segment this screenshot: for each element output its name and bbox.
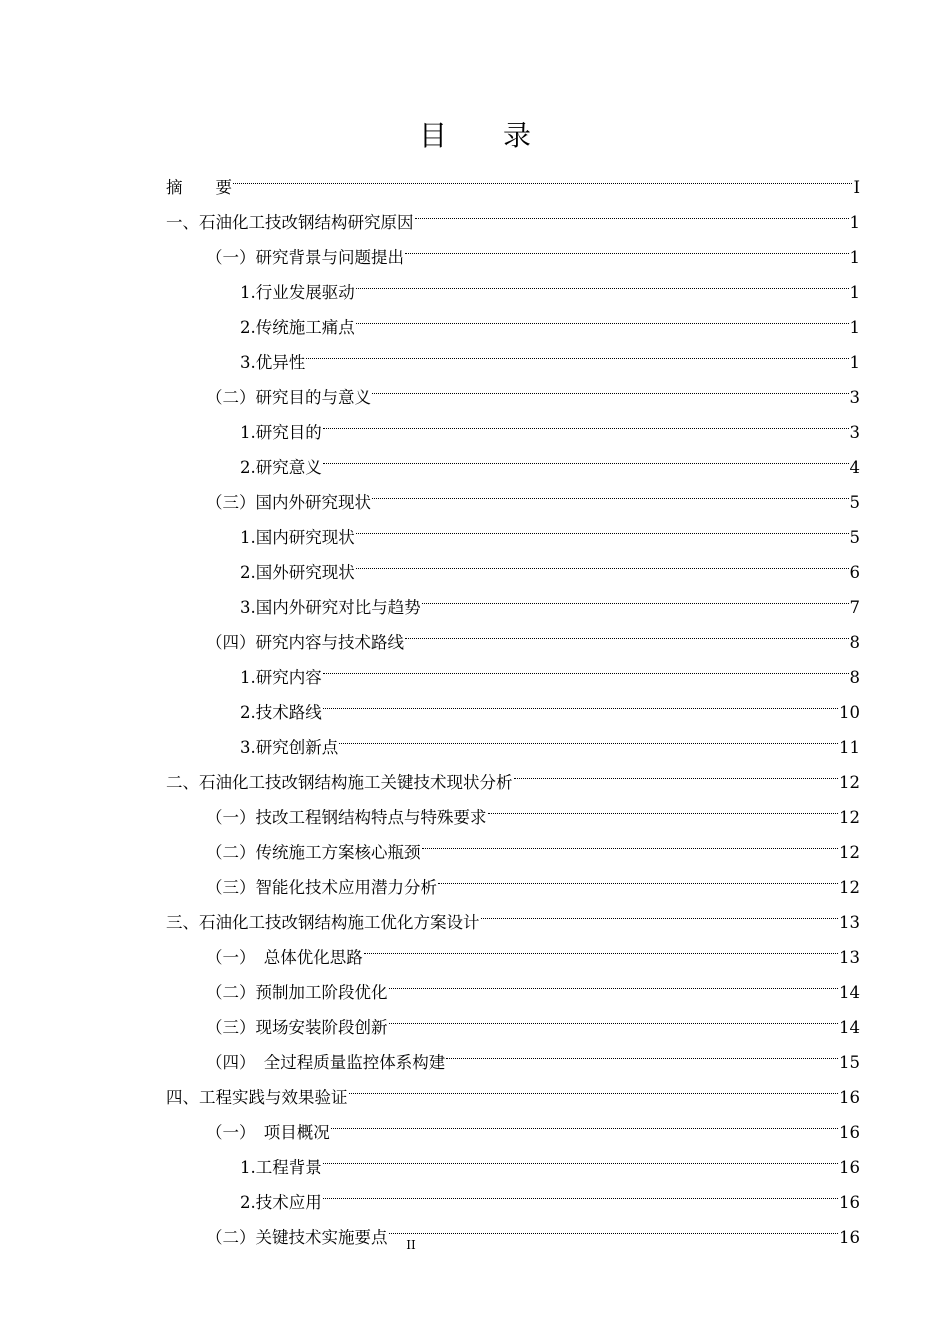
toc-dot-leader bbox=[389, 998, 839, 1033]
toc-entry-title: （三）国内外研究现状 bbox=[206, 493, 371, 512]
toc-entry-title: （四）研究内容与技术路线 bbox=[206, 633, 404, 652]
toc-entry-title: 2.技术路线 bbox=[240, 703, 322, 722]
toc-entry-page: 12 bbox=[839, 843, 860, 862]
toc-entry-page: 12 bbox=[839, 808, 860, 827]
toc-entry-page: 16 bbox=[839, 1158, 860, 1177]
toc-dot-leader bbox=[356, 263, 849, 298]
toc-dot-leader bbox=[481, 893, 839, 928]
toc-entry-page: 12 bbox=[839, 773, 860, 792]
toc-dot-leader bbox=[514, 753, 839, 788]
toc-entry-title: （一） 总体优化思路 bbox=[206, 948, 363, 967]
toc-dot-leader bbox=[438, 858, 838, 893]
toc-entry-title: （二）预制加工阶段优化 bbox=[206, 983, 388, 1002]
toc-dot-leader bbox=[339, 718, 838, 753]
page-title: 目 录 bbox=[418, 119, 531, 152]
toc-entry[interactable] bbox=[166, 193, 860, 232]
toc-entry-page: 16 bbox=[839, 1228, 860, 1247]
toc-dot-leader bbox=[323, 438, 849, 473]
toc-dot-leader bbox=[446, 1033, 838, 1068]
toc-entry-title: 2.研究意义 bbox=[240, 458, 322, 477]
toc-dot-leader bbox=[323, 1173, 838, 1208]
page-number: II bbox=[406, 1238, 416, 1252]
toc-entry-page: 4 bbox=[849, 458, 860, 477]
toc-dot-leader bbox=[488, 788, 839, 823]
toc-entry-page: 1 bbox=[849, 353, 860, 372]
toc-entry-page: 3 bbox=[849, 423, 860, 442]
toc-dot-leader bbox=[323, 683, 838, 718]
toc-dot-leader bbox=[422, 823, 839, 858]
toc-entry-title: （二）传统施工方案核心瓶颈 bbox=[206, 843, 421, 862]
toc-entry-title: （三）智能化技术应用潜力分析 bbox=[206, 878, 437, 897]
toc-entry-title: 1.研究内容 bbox=[240, 668, 322, 687]
toc-dot-leader bbox=[422, 578, 849, 613]
toc-entry-page: 16 bbox=[839, 1088, 860, 1107]
toc-entry-page: 3 bbox=[849, 388, 860, 407]
toc-entry-title: 3.优异性 bbox=[240, 353, 306, 372]
toc-entry-title: 1.行业发展驱动 bbox=[240, 283, 355, 302]
toc-dot-leader bbox=[323, 403, 849, 438]
toc-dot-leader bbox=[405, 228, 849, 263]
toc-entry-title: （一）研究背景与问题提出 bbox=[206, 248, 404, 267]
toc-entry-page: 11 bbox=[839, 738, 860, 757]
toc-dot-leader bbox=[356, 543, 849, 578]
toc-entry-title: （一）技改工程钢结构特点与特殊要求 bbox=[206, 808, 487, 827]
toc-entry-title: 2.国外研究现状 bbox=[240, 563, 355, 582]
toc-entry-page: 1 bbox=[849, 248, 860, 267]
toc-entry-page: 13 bbox=[839, 913, 860, 932]
toc-entry-page: 1 bbox=[849, 318, 860, 337]
toc-entry-title: （一） 项目概况 bbox=[206, 1123, 330, 1142]
toc-entry-page: 7 bbox=[849, 598, 860, 617]
toc-dot-leader bbox=[233, 158, 852, 193]
toc-entry-title: 二、石油化工技改钢结构施工关键技术现状分析 bbox=[166, 773, 513, 792]
toc-entry-title: 2.传统施工痛点 bbox=[240, 318, 355, 337]
toc-dot-leader bbox=[323, 648, 849, 683]
toc-entry-title: 1.工程背景 bbox=[240, 1158, 322, 1177]
toc-dot-leader bbox=[306, 333, 848, 368]
toc-entry-title: 1.研究目的 bbox=[240, 423, 322, 442]
toc-entry-page: 10 bbox=[839, 703, 860, 722]
toc-entry-title: （二）研究目的与意义 bbox=[206, 388, 371, 407]
toc-entry-page: 15 bbox=[839, 1053, 860, 1072]
toc-dot-leader bbox=[331, 1103, 838, 1138]
toc-dot-leader bbox=[405, 613, 849, 648]
toc-entry-page: 12 bbox=[839, 878, 860, 897]
toc-dot-leader bbox=[415, 193, 849, 228]
toc-dot-leader bbox=[323, 1138, 838, 1173]
toc-entry-title: 1.国内研究现状 bbox=[240, 528, 355, 547]
toc-dot-leader bbox=[356, 508, 849, 543]
toc-entry-title: （四） 全过程质量监控体系构建 bbox=[206, 1053, 446, 1072]
toc-entry-page: 1 bbox=[849, 283, 860, 302]
toc-entry-title: （二）关键技术实施要点 bbox=[206, 1228, 388, 1247]
toc-entry-page: 5 bbox=[849, 528, 860, 547]
toc-entry-title: 3.研究创新点 bbox=[240, 738, 339, 757]
toc-entry-page: 14 bbox=[839, 983, 860, 1002]
toc-entry-title: 摘 要 bbox=[166, 178, 232, 197]
toc-entry-page: I bbox=[853, 178, 860, 197]
toc-entry-page: 5 bbox=[849, 493, 860, 512]
toc-entry-title: 三、石油化工技改钢结构施工优化方案设计 bbox=[166, 913, 480, 932]
toc-entry-page: 14 bbox=[839, 1018, 860, 1037]
toc-entry-page: 8 bbox=[849, 668, 860, 687]
toc-dot-leader bbox=[372, 473, 849, 508]
toc-entry-page: 8 bbox=[849, 633, 860, 652]
toc-entry-page: 16 bbox=[839, 1123, 860, 1142]
toc-entry[interactable] bbox=[166, 158, 860, 197]
toc-dot-leader bbox=[364, 928, 838, 963]
toc-entry-title: 四、工程实践与效果验证 bbox=[166, 1088, 348, 1107]
toc-entry-title: 一、石油化工技改钢结构研究原因 bbox=[166, 213, 414, 232]
toc-entry-page: 1 bbox=[849, 213, 860, 232]
toc-entry-title: 2.技术应用 bbox=[240, 1193, 322, 1212]
toc-entry-title: 3.国内外研究对比与趋势 bbox=[240, 598, 421, 617]
toc-dot-leader bbox=[349, 1068, 839, 1103]
toc-entry-title: （三）现场安装阶段创新 bbox=[206, 1018, 388, 1037]
toc-entry-page: 16 bbox=[839, 1193, 860, 1212]
toc-entry-page: 13 bbox=[839, 948, 860, 967]
toc-dot-leader bbox=[372, 368, 849, 403]
toc-dot-leader bbox=[356, 298, 849, 333]
toc-dot-leader bbox=[389, 963, 839, 998]
toc-entry-page: 6 bbox=[849, 563, 860, 582]
